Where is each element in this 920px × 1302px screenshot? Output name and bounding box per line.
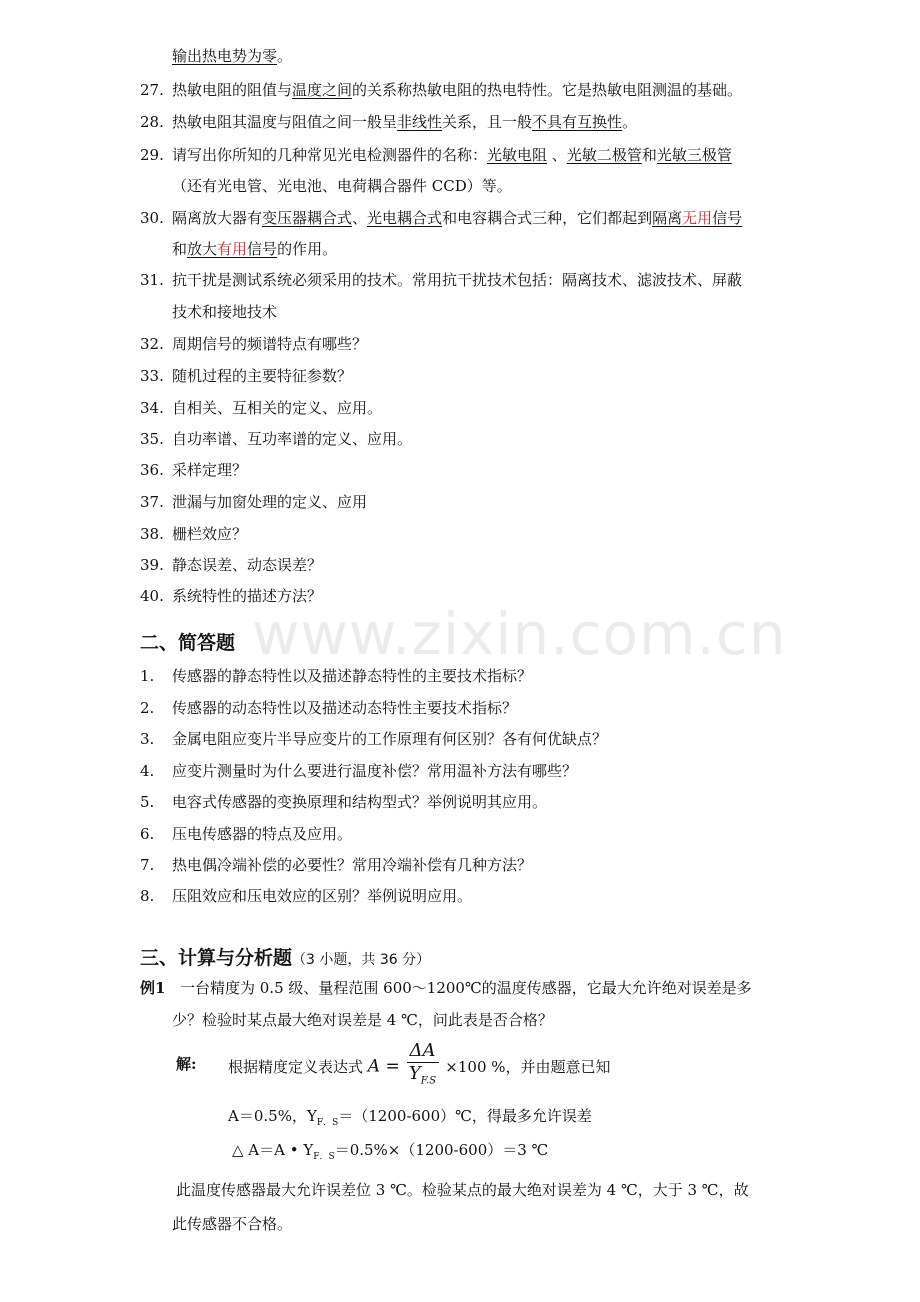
solution-label: 解: [176,1055,197,1073]
question-31-line2: 技术和接地技术 [172,303,278,321]
example-1-line1: 一台精度为 0.5 级、量程范围 600～1200℃的温度传感器，它最大允许绝对误差是多 [180,979,752,997]
example-1-line2: 少？检验时某点最大绝对误差是 4 ℃，问此表是否合格？ [172,1011,553,1029]
example-1: 例1 [140,979,166,997]
solution-line2: A＝0.5%，$Y_{F.S}=(1200-600)℃$，得最多允许误差 [228,1107,592,1128]
precision-fraction: $\frac{\Delta A}{Y_{F.S}}$ [407,1040,439,1093]
watermark-text: www.zixin.com.cn [252,600,787,668]
solution-formula-line: 根据精度定义表达式 A = $\frac{\Delta A}{Y_{F.S}}$ ×100 %，并由题意已知 [228,1040,611,1093]
q26-tail: 输出热电势为零。 [172,47,293,65]
section-2-heading: 二、简答题 [140,632,236,654]
question-30-line2: 和放大有用信号的作用。 [172,240,338,258]
conclusion-line1: 此温度传感器最大允许误差位 3 ℃。检验某点的最大绝对误差为 4 ℃，大于 3 ℃，故 [176,1181,749,1199]
solution-line3: △ A＝A • $Y_{F.S}=0.5\%\times(1200-600)=3$ ℃ [232,1141,549,1162]
question-29-line2: （还有光电管、光电池、电荷耦合器件 CCD）等。 [172,177,512,195]
conclusion-line2: 此传感器不合格。 [172,1215,293,1233]
section-3-heading: 三、计算与分析题（3 小题，共 36 分） [140,947,431,969]
